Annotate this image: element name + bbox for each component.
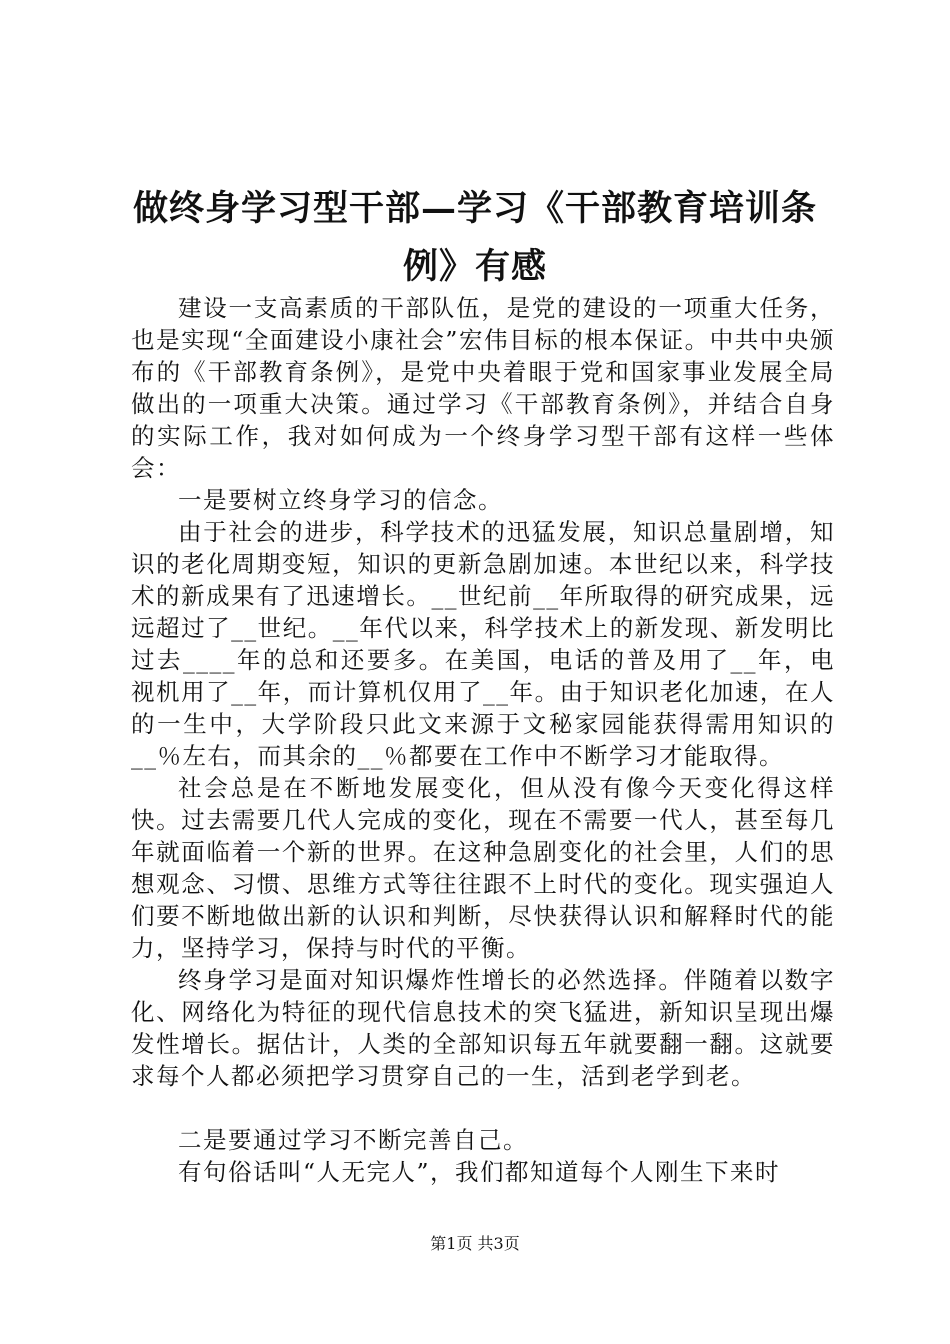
section-heading: 二是要通过学习不断完善自己。 <box>178 1126 528 1154</box>
paragraph: 由于社会的进步，科学技术的迅猛发展，知识总量剧增，知识的老化周期变短，知识的更新急剧加速。本世纪以来，科学技术的新成果有了迅速增长。__世纪前__年所取得的研究成果，远远超过了__世纪。__年代以来，科学技术上的新发现、新发明比过去____年的总和还要多。在美国，电话的普及用了__年，电视机用了__年，而计算机仅用了__年。由于知识老化加速，在人的一生中，大学阶段只此文来源于文秘家园能获得需用知识的__％左右，而其余的__％都要在工作中不断学习才能取得。 <box>131 518 835 770</box>
paragraph: 社会总是在不断地发展变化，但从没有像今天变化得这样快。过去需要几代人完成的变化，现在不需要一代人，甚至每几年就面临着一个新的世界。在这种急剧变化的社会里，人们的思想观念、习惯、思维方式等往往跟不上时代的变化。现实强迫人们要不断地做出新的认识和判断，尽快获得认识和解释时代的能力，坚持学习，保持与时代的平衡。 <box>131 774 835 962</box>
section-heading: 一是要树立终身学习的信念。 <box>178 486 503 514</box>
paragraph: 建设一支高素质的干部队伍，是党的建设的一项重大任务，也是实现“全面建设小康社会”宏伟目标的根本保证。中共中央颁布的《干部教育条例》，是党中央着眼于党和国家事业发展全局做出的一项重大决策。通过学习《干部教育条例》，并结合自身的实际工作，我对如何成为一个终身学习型干部有这样一些体会： <box>131 294 835 482</box>
paragraph: 终身学习是面对知识爆炸性增长的必然选择。伴随着以数字化、网络化为特征的现代信息技术的突飞猛进，新知识呈现出爆发性增长。据估计，人类的全部知识每五年就要翻一翻。这就要求每个人都必须把学习贯穿自己的一生，活到老学到老。 <box>131 966 835 1090</box>
paragraph: 有句俗话叫“人无完人”，我们都知道每个人刚生下来时 <box>178 1158 781 1186</box>
page-footer: 第1页 共3页 <box>430 1234 520 1253</box>
document-body <box>131 292 835 1188</box>
document-title: 做终身学习型干部—学习《干部教育培训条例》有感 <box>132 188 817 287</box>
